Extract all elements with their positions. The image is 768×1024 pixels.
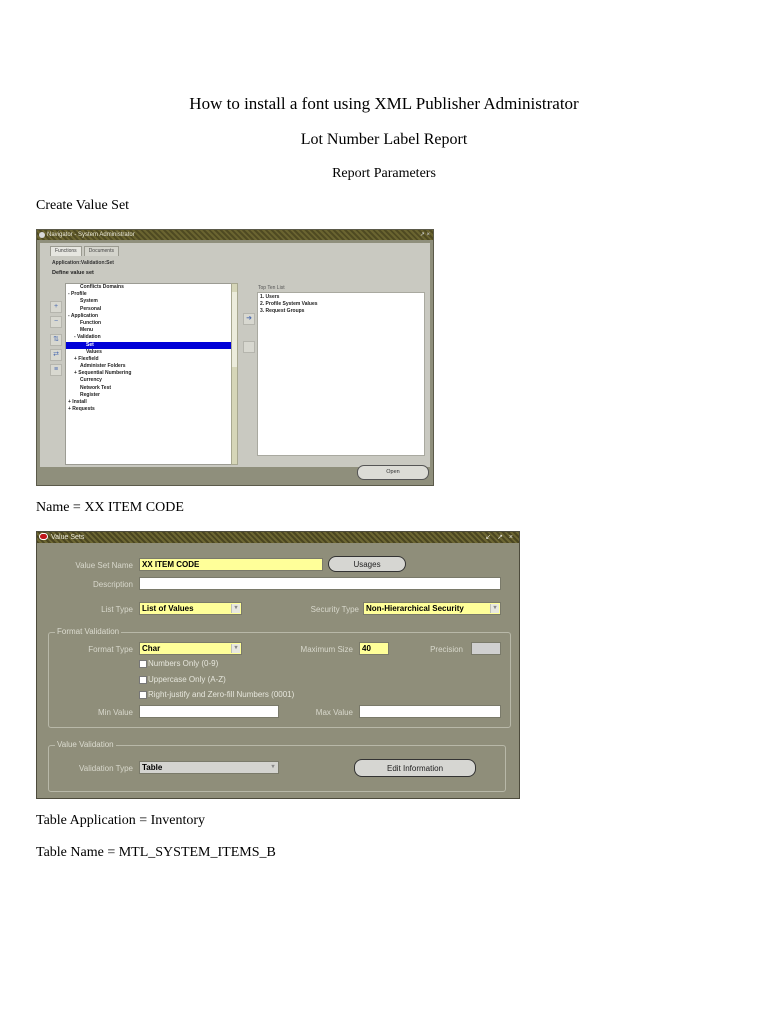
tree-item[interactable]: + Sequential Numbering xyxy=(74,370,132,377)
tree-scrollbar[interactable] xyxy=(231,283,238,465)
format-type-value: Char xyxy=(142,644,161,653)
navigator-titlebar xyxy=(37,230,433,240)
chevron-down-icon[interactable]: ▾ xyxy=(490,604,499,613)
max-value-field[interactable] xyxy=(359,705,501,718)
tree-item[interactable]: + Flexfield xyxy=(74,355,99,362)
collapse-icon[interactable]: − xyxy=(50,316,62,328)
tree-item[interactable]: Currency xyxy=(80,377,102,384)
tree-item[interactable]: Conflicts Domains xyxy=(80,284,124,290)
scroll-thumb[interactable] xyxy=(232,292,237,367)
uppercase-only-label: Uppercase Only (A-Z) xyxy=(148,675,226,684)
tree-item[interactable]: Menu xyxy=(80,327,94,334)
navigator-body xyxy=(40,243,430,467)
oracle-icon xyxy=(39,533,48,540)
tree-item[interactable]: Personal xyxy=(80,305,102,312)
value-set-name-label: Value Set Name xyxy=(75,561,133,570)
min-value-label: Min Value xyxy=(98,708,133,717)
navigator-path: Application:Validation:Set xyxy=(52,260,114,266)
min-value-field[interactable] xyxy=(139,705,279,718)
section-heading: Report Parameters xyxy=(332,166,436,181)
open-button[interactable]: Open xyxy=(357,465,429,480)
function-tree[interactable] xyxy=(65,283,235,465)
tab-functions[interactable]: Functions xyxy=(50,246,82,256)
chevron-down-icon[interactable]: ▾ xyxy=(269,763,277,772)
maximum-size-field[interactable]: 40 xyxy=(359,642,389,655)
description-label: Description xyxy=(92,580,133,589)
tree-item[interactable]: - Application xyxy=(68,312,99,319)
right-justify-label: Right-justify and Zero-fill Numbers (0001) xyxy=(148,690,295,699)
security-type-select[interactable] xyxy=(363,602,501,615)
format-type-select[interactable] xyxy=(139,642,242,655)
maximum-size-label: Maximum Size xyxy=(300,645,353,654)
chevron-down-icon[interactable]: ▾ xyxy=(231,604,240,613)
list-type-value: List of Values xyxy=(142,604,194,613)
tree-item[interactable]: Values xyxy=(86,348,102,355)
precision-field[interactable] xyxy=(471,642,501,655)
right-justify-checkbox[interactable] xyxy=(139,690,294,699)
validation-type-value: Table xyxy=(142,763,163,772)
tree-item[interactable]: - Profile xyxy=(68,291,87,298)
top-ten-buttons xyxy=(243,313,255,369)
document-title: How to install a font using XML Publisher Administrator xyxy=(189,94,579,113)
top-ten-label: Top Ten List xyxy=(258,285,285,291)
top-ten-item[interactable]: 3. Request Groups xyxy=(260,308,305,314)
value-set-name-field[interactable]: XX ITEM CODE xyxy=(139,558,323,571)
numbers-only-label: Numbers Only (0-9) xyxy=(148,659,219,668)
tree-action-buttons xyxy=(50,301,62,379)
navigator-description: Define value set xyxy=(52,270,94,276)
tree-item[interactable]: Administer Folders xyxy=(80,363,126,370)
tree-item[interactable]: Function xyxy=(80,319,102,326)
tree-item[interactable]: + Install xyxy=(68,399,87,405)
window-controls-icon[interactable]: ↙ ↗ × xyxy=(485,534,515,541)
value-sets-title: Value Sets xyxy=(51,534,85,541)
expand-branch-icon[interactable]: ⇅ xyxy=(50,334,62,346)
numbers-only-checkbox[interactable] xyxy=(139,659,218,668)
tree-item[interactable]: - Validation xyxy=(74,334,101,341)
validation-type-label: Validation Type xyxy=(79,764,133,773)
checkbox-icon[interactable] xyxy=(139,660,147,668)
chevron-down-icon[interactable]: ▾ xyxy=(231,644,240,653)
checkbox-icon[interactable] xyxy=(139,691,147,699)
expand-all-icon[interactable]: ⇄ xyxy=(50,349,62,361)
security-type-value: Non-Hierarchical Security xyxy=(366,604,464,613)
navigator-title: Navigator - System Administrator xyxy=(47,232,135,238)
step-table-name: Table Name = MTL_SYSTEM_ITEMS_B xyxy=(36,845,276,860)
document-subtitle: Lot Number Label Report xyxy=(300,131,468,148)
expand-icon[interactable]: + xyxy=(50,301,62,313)
value-sets-titlebar xyxy=(37,532,519,543)
value-validation-title: Value Validation xyxy=(57,740,114,749)
tree-item[interactable]: Register xyxy=(80,391,101,398)
app-icon xyxy=(39,232,45,238)
max-value-label: Max Value xyxy=(315,708,353,717)
step-name: Name = XX ITEM CODE xyxy=(36,500,184,515)
navigator-tabs xyxy=(50,246,119,256)
description-field[interactable] xyxy=(139,577,501,590)
uppercase-only-checkbox[interactable] xyxy=(139,675,226,684)
step-create-value-set: Create Value Set xyxy=(36,198,130,213)
tree-item[interactable]: Set xyxy=(66,342,234,349)
tree-item[interactable]: + Requests xyxy=(68,406,95,413)
window-controls-icon[interactable]: ↗ × xyxy=(419,232,430,238)
security-type-label: Security Type xyxy=(310,605,359,614)
top-ten-item[interactable]: 1. Users xyxy=(260,294,280,300)
step-table-application: Table Application = Inventory xyxy=(36,813,206,828)
validation-type-select[interactable] xyxy=(139,761,279,774)
navigator-window xyxy=(36,229,434,486)
edit-information-button[interactable]: Edit Information xyxy=(354,759,476,777)
top-ten-item[interactable]: 2. Profile System Values xyxy=(260,301,318,307)
remove-from-top-ten-icon[interactable] xyxy=(243,341,255,353)
list-type-select[interactable] xyxy=(139,602,242,615)
add-to-top-ten-icon[interactable]: ➜ xyxy=(243,313,255,325)
value-sets-window xyxy=(36,531,520,799)
precision-label: Precision xyxy=(430,645,463,654)
tree-item[interactable]: Network Test xyxy=(80,384,112,391)
checkbox-icon[interactable] xyxy=(139,676,147,684)
format-validation-title: Format Validation xyxy=(57,627,120,636)
tree-item[interactable]: System xyxy=(80,298,98,305)
top-ten-list[interactable] xyxy=(257,292,425,456)
collapse-all-icon[interactable]: ≡ xyxy=(50,364,62,376)
format-type-label: Format Type xyxy=(88,645,133,654)
usages-button[interactable]: Usages xyxy=(328,556,406,572)
tab-documents[interactable]: Documents xyxy=(84,246,119,256)
list-type-label: List Type xyxy=(101,605,133,614)
